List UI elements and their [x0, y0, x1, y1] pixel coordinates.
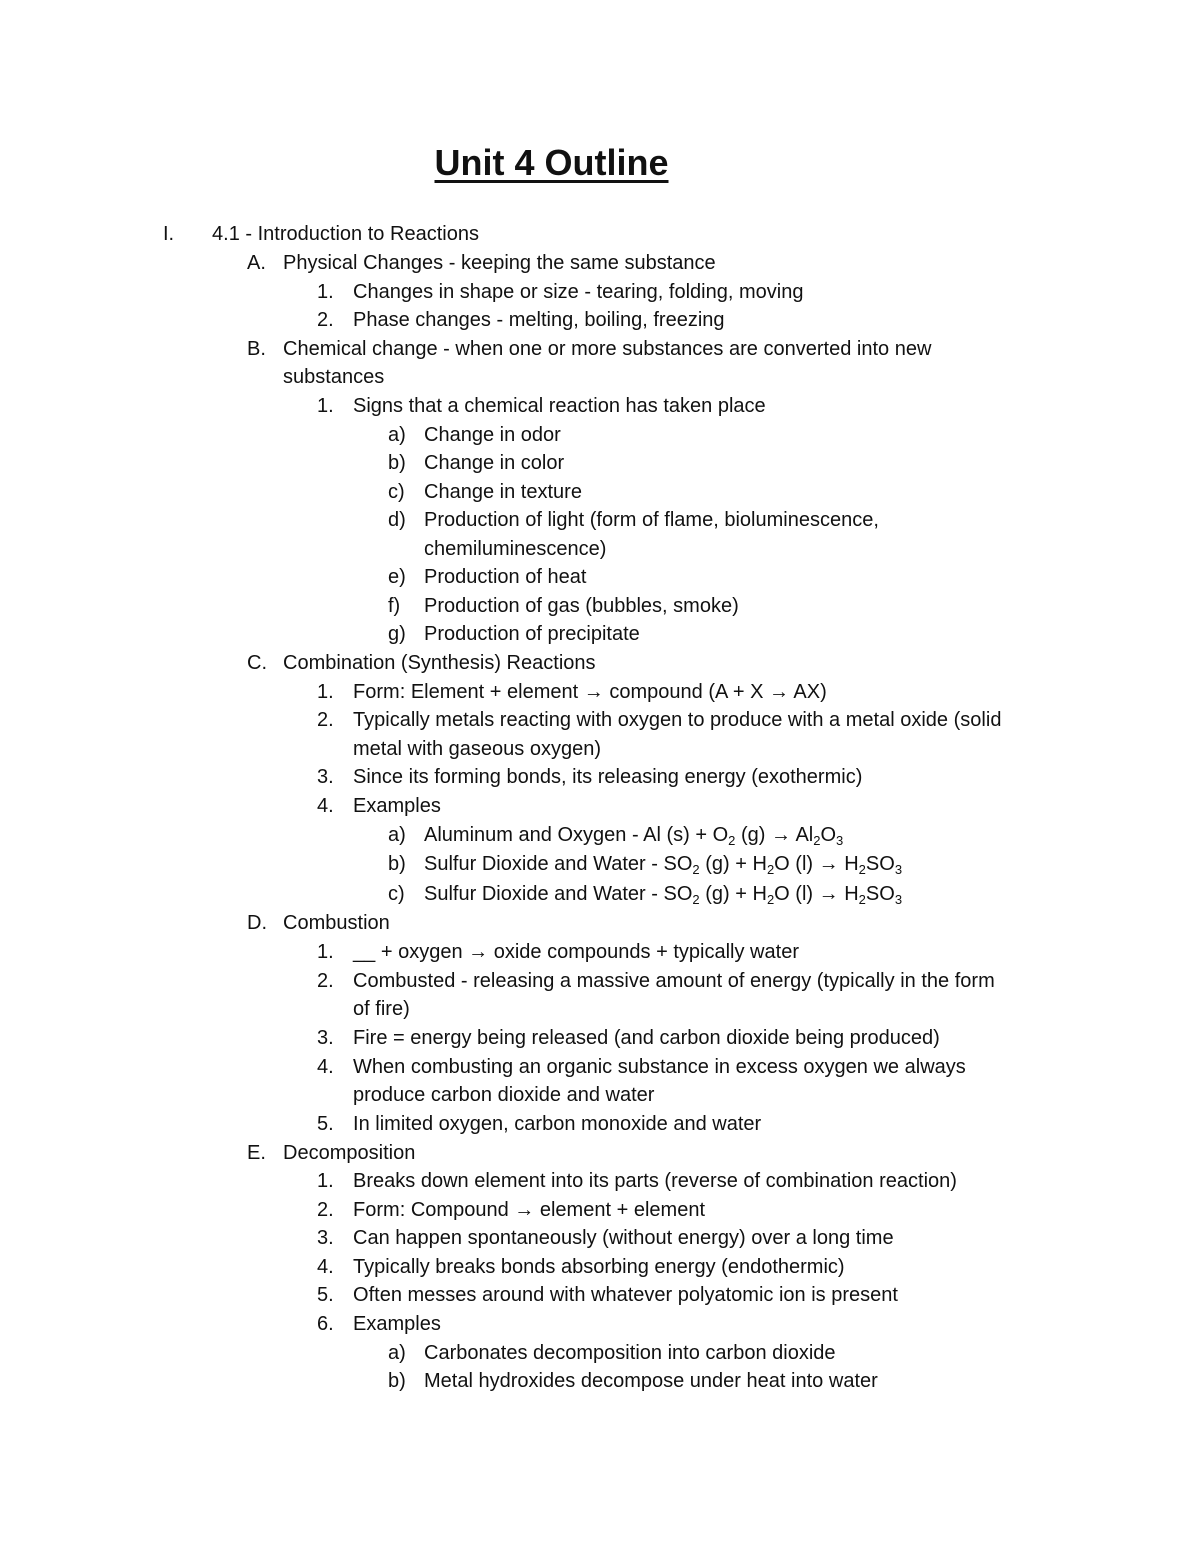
outline-item-text: Examples	[353, 795, 441, 817]
outline-item-text: Combusted - releasing a massive amount of energy (typically in the form	[353, 970, 995, 992]
outline-item-text: Changes in shape or size - tearing, folding, moving	[353, 281, 804, 303]
outline-marker: 3.	[317, 1227, 334, 1249]
outline-marker: I.	[163, 223, 175, 245]
outline-item-text: Sulfur Dioxide and Water - $SO_2$ $(g) + H_2O$ $(l) \to H_2SO_3$	[424, 883, 903, 907]
outline-item-text: metal with gaseous oxygen)	[353, 738, 602, 760]
outline-marker: D.	[247, 912, 267, 934]
outline-marker: b)	[388, 452, 406, 474]
outline-item-text: Metal hydroxides decompose under heat into water	[424, 1370, 878, 1392]
outline-item-text: Decomposition	[283, 1142, 416, 1164]
outline-item-text: chemiluminescence)	[424, 538, 607, 560]
outline-item-text: Combustion	[283, 912, 390, 934]
outline-marker: 4.	[317, 1056, 334, 1078]
outline-item-text: Combination (Synthesis) Reactions	[283, 652, 596, 674]
outline-marker: E.	[247, 1142, 266, 1164]
outline-item-text: Signs that a chemical reaction has taken place	[353, 395, 766, 417]
outline-marker: 1.	[317, 1170, 334, 1192]
outline-item-text: Aluminum and Oxygen - Al $(s) + O_2$ $(g) \to Al_2O_3$	[424, 824, 844, 848]
outline-item-text: Production of heat	[424, 566, 587, 588]
outline-item-text: Production of light (form of flame, bioluminescence,	[424, 509, 879, 531]
outline-marker: b)	[388, 1370, 406, 1392]
outline-item-text: Breaks down element into its parts (reverse of combination reaction)	[353, 1170, 957, 1192]
outline-item-text: Typically metals reacting with oxygen to produce with a metal oxide (solid	[353, 709, 1002, 731]
outline-item-text: Fire = energy being released (and carbon dioxide being produced)	[353, 1027, 940, 1049]
outline-item-text: Can happen spontaneously (without energy) over a long time	[353, 1227, 894, 1249]
outline-item-text: Examples	[353, 1313, 441, 1335]
outline-marker: 4.	[317, 795, 334, 817]
outline-marker: 4.	[317, 1256, 334, 1278]
outline-marker: 5.	[317, 1284, 334, 1306]
outline-item-text: Phase changes - melting, boiling, freezing	[353, 309, 725, 331]
outline-marker: B.	[247, 338, 266, 360]
outline-item-text: Carbonates decomposition into carbon dioxide	[424, 1342, 836, 1364]
outline-marker: 2.	[317, 970, 334, 992]
outline-marker: f)	[388, 595, 401, 617]
outline-item-text: Often messes around with whatever polyatomic ion is present	[353, 1284, 898, 1306]
outline-marker: e)	[388, 566, 406, 588]
outline-marker: 2.	[317, 309, 334, 331]
outline-item-text: Change in texture	[424, 481, 582, 503]
outline-item-text: Sulfur Dioxide and Water - $SO_2$ $(g) + H_2O$ $(l) \to H_2SO_3$	[424, 853, 903, 877]
outline-marker: 3.	[317, 766, 334, 788]
outline-marker: g)	[388, 623, 406, 645]
page-title: Unit 4 Outline	[434, 142, 669, 183]
outline-item-text: In limited oxygen, carbon monoxide and water	[353, 1113, 762, 1135]
outline-marker: 1.	[317, 941, 334, 963]
outline-marker: a)	[388, 424, 406, 446]
outline-marker: A.	[247, 252, 266, 274]
outline-item-text: substances	[283, 366, 385, 388]
outline-marker: a)	[388, 824, 406, 846]
outline-marker: 1.	[317, 281, 334, 303]
outline-item-text: Typically breaks bonds absorbing energy (endothermic)	[353, 1256, 845, 1278]
outline-item-text: Since its forming bonds, its releasing energy (exothermic)	[353, 766, 863, 788]
outline-item-text: __ + oxygen → oxide compounds + typically water	[353, 941, 799, 963]
outline-marker: 3.	[317, 1027, 334, 1049]
outline-item-text: produce carbon dioxide and water	[353, 1084, 655, 1106]
outline-marker: c)	[388, 883, 405, 905]
outline-marker: 6.	[317, 1313, 334, 1335]
outline-item-text: 4.1 - Introduction to Reactions	[212, 223, 479, 245]
outline-marker: c)	[388, 481, 405, 503]
outline-item-text: of fire)	[353, 998, 410, 1020]
outline-item-text: Form: Compound → element + element	[353, 1199, 705, 1221]
outline-marker: b)	[388, 853, 406, 875]
outline-item-text: Change in odor	[424, 424, 561, 446]
outline-marker: 2.	[317, 709, 334, 731]
outline-item-text: Physical Changes - keeping the same substance	[283, 252, 716, 274]
outline-item-text: Form: Element + element → compound (A + X → AX)	[353, 681, 827, 703]
outline-marker: 5.	[317, 1113, 334, 1135]
outline-marker: 1.	[317, 395, 334, 417]
outline-marker: d)	[388, 509, 406, 531]
outline-marker: 2.	[317, 1199, 334, 1221]
outline-marker: a)	[388, 1342, 406, 1364]
outline-item-text: When combusting an organic substance in excess oxygen we always	[353, 1056, 966, 1078]
outline-marker: 1.	[317, 681, 334, 703]
outline-item-text: Production of gas (bubbles, smoke)	[424, 595, 739, 617]
outline-marker: C.	[247, 652, 267, 674]
outline-item-text: Change in color	[424, 452, 565, 474]
outline-item-text: Chemical change - when one or more substances are converted into new	[283, 338, 932, 360]
outline-item-text: Production of precipitate	[424, 623, 640, 645]
